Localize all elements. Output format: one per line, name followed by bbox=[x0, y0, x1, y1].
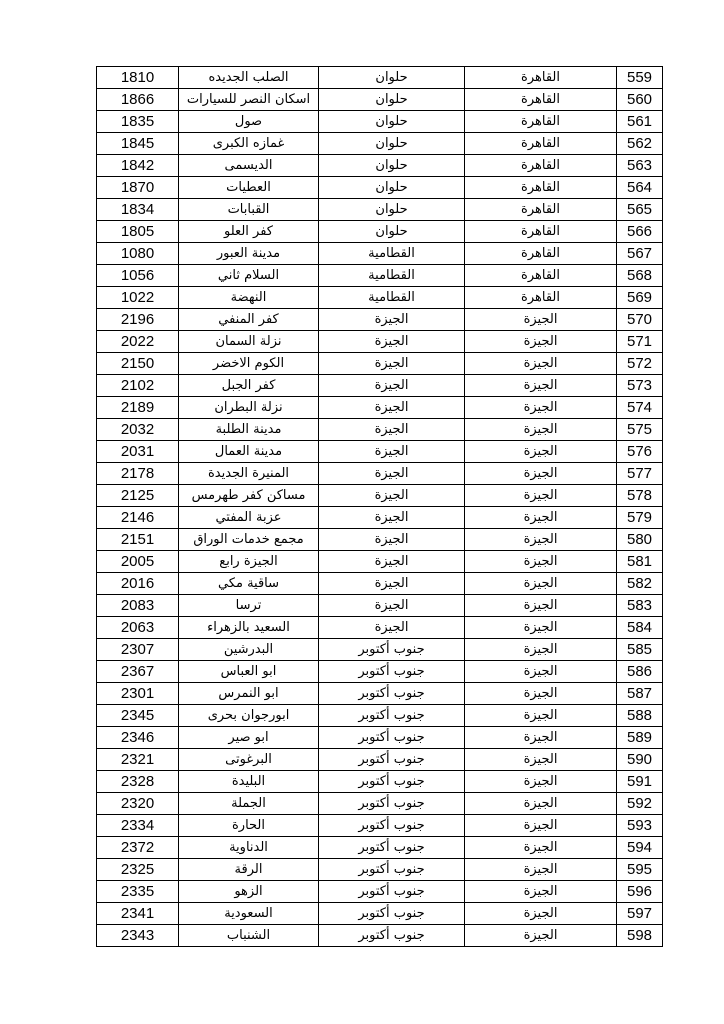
table-row bbox=[97, 463, 663, 485]
serial-cell: 588 bbox=[617, 705, 663, 727]
serial-cell: 581 bbox=[617, 551, 663, 573]
district-cell: الجيزة bbox=[319, 353, 465, 375]
district-cell: حلوان bbox=[319, 89, 465, 111]
district-cell: الجيزة bbox=[319, 397, 465, 419]
code-cell: 1805 bbox=[97, 221, 179, 243]
code-cell: 2321 bbox=[97, 749, 179, 771]
serial-cell: 586 bbox=[617, 661, 663, 683]
records-table bbox=[96, 66, 663, 947]
code-cell: 1845 bbox=[97, 133, 179, 155]
governorate-cell: الجيزة bbox=[465, 375, 617, 397]
code-cell: 2346 bbox=[97, 727, 179, 749]
district-cell: جنوب أكتوبر bbox=[319, 859, 465, 881]
district-cell: جنوب أكتوبر bbox=[319, 837, 465, 859]
area-cell: الرقة bbox=[179, 859, 319, 881]
area-cell: العطيات bbox=[179, 177, 319, 199]
table-row bbox=[97, 89, 663, 111]
serial-cell: 582 bbox=[617, 573, 663, 595]
area-cell: مدينة الطلبة bbox=[179, 419, 319, 441]
table-body bbox=[97, 67, 663, 947]
governorate-cell: القاهرة bbox=[465, 265, 617, 287]
table-row bbox=[97, 551, 663, 573]
table-row bbox=[97, 419, 663, 441]
code-cell: 2343 bbox=[97, 925, 179, 947]
serial-cell: 590 bbox=[617, 749, 663, 771]
area-cell: البدرشين bbox=[179, 639, 319, 661]
code-cell: 1842 bbox=[97, 155, 179, 177]
serial-cell: 595 bbox=[617, 859, 663, 881]
area-cell: مساكن كفر طهرمس bbox=[179, 485, 319, 507]
district-cell: الجيزة bbox=[319, 309, 465, 331]
governorate-cell: القاهرة bbox=[465, 243, 617, 265]
district-cell: جنوب أكتوبر bbox=[319, 815, 465, 837]
table-row bbox=[97, 837, 663, 859]
code-cell: 2022 bbox=[97, 331, 179, 353]
serial-cell: 593 bbox=[617, 815, 663, 837]
serial-cell: 575 bbox=[617, 419, 663, 441]
area-cell: الشنباب bbox=[179, 925, 319, 947]
code-cell: 2320 bbox=[97, 793, 179, 815]
table-row bbox=[97, 485, 663, 507]
governorate-cell: الجيزة bbox=[465, 705, 617, 727]
code-cell: 2102 bbox=[97, 375, 179, 397]
code-cell: 1866 bbox=[97, 89, 179, 111]
table-row bbox=[97, 67, 663, 89]
serial-cell: 587 bbox=[617, 683, 663, 705]
area-cell: مدينة العمال bbox=[179, 441, 319, 463]
area-cell: النهضة bbox=[179, 287, 319, 309]
district-cell: حلوان bbox=[319, 199, 465, 221]
table-row bbox=[97, 617, 663, 639]
area-cell: صول bbox=[179, 111, 319, 133]
area-cell: السعيد بالزهراء bbox=[179, 617, 319, 639]
district-cell: جنوب أكتوبر bbox=[319, 771, 465, 793]
serial-cell: 564 bbox=[617, 177, 663, 199]
area-cell: نزلة البطران bbox=[179, 397, 319, 419]
table-row bbox=[97, 177, 663, 199]
area-cell: السعودية bbox=[179, 903, 319, 925]
district-cell: الجيزة bbox=[319, 595, 465, 617]
table-row bbox=[97, 353, 663, 375]
serial-cell: 570 bbox=[617, 309, 663, 331]
serial-cell: 591 bbox=[617, 771, 663, 793]
area-cell: البرغوتى bbox=[179, 749, 319, 771]
governorate-cell: الجيزة bbox=[465, 639, 617, 661]
serial-cell: 562 bbox=[617, 133, 663, 155]
table-row bbox=[97, 265, 663, 287]
code-cell: 1810 bbox=[97, 67, 179, 89]
table-row bbox=[97, 661, 663, 683]
code-cell: 2063 bbox=[97, 617, 179, 639]
governorate-cell: الجيزة bbox=[465, 463, 617, 485]
table-row bbox=[97, 881, 663, 903]
area-cell: الكوم الاخضر bbox=[179, 353, 319, 375]
governorate-cell: الجيزة bbox=[465, 617, 617, 639]
code-cell: 2146 bbox=[97, 507, 179, 529]
area-cell: غمازه الكبرى bbox=[179, 133, 319, 155]
governorate-cell: الجيزة bbox=[465, 353, 617, 375]
table-row bbox=[97, 243, 663, 265]
district-cell: الجيزة bbox=[319, 375, 465, 397]
code-cell: 2345 bbox=[97, 705, 179, 727]
serial-cell: 561 bbox=[617, 111, 663, 133]
code-cell: 2335 bbox=[97, 881, 179, 903]
district-cell: جنوب أكتوبر bbox=[319, 793, 465, 815]
table-row bbox=[97, 221, 663, 243]
serial-cell: 576 bbox=[617, 441, 663, 463]
code-cell: 1022 bbox=[97, 287, 179, 309]
district-cell: القطامية bbox=[319, 287, 465, 309]
area-cell: ساقية مكي bbox=[179, 573, 319, 595]
governorate-cell: الجيزة bbox=[465, 881, 617, 903]
district-cell: جنوب أكتوبر bbox=[319, 903, 465, 925]
table-row bbox=[97, 507, 663, 529]
district-cell: الجيزة bbox=[319, 617, 465, 639]
serial-cell: 573 bbox=[617, 375, 663, 397]
table-row bbox=[97, 925, 663, 947]
table-row bbox=[97, 793, 663, 815]
area-cell: الحارة bbox=[179, 815, 319, 837]
area-cell: الدناوية bbox=[179, 837, 319, 859]
district-cell: القطامية bbox=[319, 265, 465, 287]
district-cell: الجيزة bbox=[319, 463, 465, 485]
code-cell: 2334 bbox=[97, 815, 179, 837]
area-cell: عزبة المفتي bbox=[179, 507, 319, 529]
district-cell: الجيزة bbox=[319, 551, 465, 573]
district-cell: الجيزة bbox=[319, 485, 465, 507]
district-cell: جنوب أكتوبر bbox=[319, 749, 465, 771]
district-cell: حلوان bbox=[319, 155, 465, 177]
district-cell: الجيزة bbox=[319, 573, 465, 595]
district-cell: جنوب أكتوبر bbox=[319, 881, 465, 903]
area-cell: ابو العباس bbox=[179, 661, 319, 683]
table-row bbox=[97, 375, 663, 397]
table-row bbox=[97, 397, 663, 419]
governorate-cell: القاهرة bbox=[465, 133, 617, 155]
serial-cell: 589 bbox=[617, 727, 663, 749]
code-cell: 1834 bbox=[97, 199, 179, 221]
area-cell: ابو النمرس bbox=[179, 683, 319, 705]
governorate-cell: الجيزة bbox=[465, 397, 617, 419]
governorate-cell: الجيزة bbox=[465, 573, 617, 595]
table-row bbox=[97, 199, 663, 221]
serial-cell: 567 bbox=[617, 243, 663, 265]
governorate-cell: الجيزة bbox=[465, 507, 617, 529]
code-cell: 2325 bbox=[97, 859, 179, 881]
serial-cell: 580 bbox=[617, 529, 663, 551]
serial-cell: 565 bbox=[617, 199, 663, 221]
table-row bbox=[97, 309, 663, 331]
code-cell: 2150 bbox=[97, 353, 179, 375]
governorate-cell: القاهرة bbox=[465, 155, 617, 177]
table-row bbox=[97, 683, 663, 705]
serial-cell: 569 bbox=[617, 287, 663, 309]
area-cell: السلام ثاني bbox=[179, 265, 319, 287]
serial-cell: 585 bbox=[617, 639, 663, 661]
serial-cell: 568 bbox=[617, 265, 663, 287]
governorate-cell: الجيزة bbox=[465, 485, 617, 507]
district-cell: الجيزة bbox=[319, 441, 465, 463]
governorate-cell: القاهرة bbox=[465, 199, 617, 221]
table-row bbox=[97, 441, 663, 463]
area-cell: ابورجوان بحرى bbox=[179, 705, 319, 727]
governorate-cell: الجيزة bbox=[465, 815, 617, 837]
code-cell: 2341 bbox=[97, 903, 179, 925]
area-cell: المنيرة الجديدة bbox=[179, 463, 319, 485]
governorate-cell: الجيزة bbox=[465, 595, 617, 617]
area-cell: كفر المنفي bbox=[179, 309, 319, 331]
serial-cell: 583 bbox=[617, 595, 663, 617]
table-row bbox=[97, 529, 663, 551]
serial-cell: 572 bbox=[617, 353, 663, 375]
serial-cell: 584 bbox=[617, 617, 663, 639]
serial-cell: 592 bbox=[617, 793, 663, 815]
district-cell: الجيزة bbox=[319, 419, 465, 441]
table-row bbox=[97, 639, 663, 661]
code-cell: 2083 bbox=[97, 595, 179, 617]
governorate-cell: القاهرة bbox=[465, 287, 617, 309]
code-cell: 2151 bbox=[97, 529, 179, 551]
governorate-cell: الجيزة bbox=[465, 661, 617, 683]
area-cell: الجيزة رابع bbox=[179, 551, 319, 573]
table-row bbox=[97, 903, 663, 925]
table-row bbox=[97, 727, 663, 749]
serial-cell: 594 bbox=[617, 837, 663, 859]
code-cell: 2196 bbox=[97, 309, 179, 331]
area-cell: كفر الجبل bbox=[179, 375, 319, 397]
serial-cell: 571 bbox=[617, 331, 663, 353]
area-cell: الجملة bbox=[179, 793, 319, 815]
code-cell: 1870 bbox=[97, 177, 179, 199]
governorate-cell: القاهرة bbox=[465, 221, 617, 243]
governorate-cell: الجيزة bbox=[465, 793, 617, 815]
area-cell: مجمع خدمات الوراق bbox=[179, 529, 319, 551]
district-cell: جنوب أكتوبر bbox=[319, 639, 465, 661]
serial-cell: 559 bbox=[617, 67, 663, 89]
governorate-cell: القاهرة bbox=[465, 177, 617, 199]
area-cell: الصلب الجديده bbox=[179, 67, 319, 89]
district-cell: جنوب أكتوبر bbox=[319, 661, 465, 683]
serial-cell: 560 bbox=[617, 89, 663, 111]
district-cell: الجيزة bbox=[319, 507, 465, 529]
code-cell: 2372 bbox=[97, 837, 179, 859]
district-cell: جنوب أكتوبر bbox=[319, 727, 465, 749]
table-row bbox=[97, 331, 663, 353]
district-cell: حلوان bbox=[319, 177, 465, 199]
code-cell: 1056 bbox=[97, 265, 179, 287]
district-cell: حلوان bbox=[319, 111, 465, 133]
serial-cell: 596 bbox=[617, 881, 663, 903]
district-cell: حلوان bbox=[319, 133, 465, 155]
code-cell: 2307 bbox=[97, 639, 179, 661]
governorate-cell: الجيزة bbox=[465, 683, 617, 705]
code-cell: 2005 bbox=[97, 551, 179, 573]
area-cell: البليدة bbox=[179, 771, 319, 793]
governorate-cell: الجيزة bbox=[465, 859, 617, 881]
table-row bbox=[97, 749, 663, 771]
district-cell: حلوان bbox=[319, 221, 465, 243]
area-cell: ابو صير bbox=[179, 727, 319, 749]
governorate-cell: الجيزة bbox=[465, 551, 617, 573]
table-row bbox=[97, 771, 663, 793]
governorate-cell: الجيزة bbox=[465, 419, 617, 441]
governorate-cell: الجيزة bbox=[465, 837, 617, 859]
district-cell: حلوان bbox=[319, 67, 465, 89]
code-cell: 1835 bbox=[97, 111, 179, 133]
table-row bbox=[97, 859, 663, 881]
code-cell: 2367 bbox=[97, 661, 179, 683]
code-cell: 2189 bbox=[97, 397, 179, 419]
district-cell: جنوب أكتوبر bbox=[319, 705, 465, 727]
area-cell: الديسمى bbox=[179, 155, 319, 177]
code-cell: 2016 bbox=[97, 573, 179, 595]
area-cell: ترسا bbox=[179, 595, 319, 617]
code-cell: 2032 bbox=[97, 419, 179, 441]
serial-cell: 597 bbox=[617, 903, 663, 925]
governorate-cell: الجيزة bbox=[465, 925, 617, 947]
table-row bbox=[97, 815, 663, 837]
table-row bbox=[97, 705, 663, 727]
serial-cell: 598 bbox=[617, 925, 663, 947]
governorate-cell: الجيزة bbox=[465, 441, 617, 463]
area-cell: القبابات bbox=[179, 199, 319, 221]
serial-cell: 566 bbox=[617, 221, 663, 243]
code-cell: 2031 bbox=[97, 441, 179, 463]
district-cell: الجيزة bbox=[319, 529, 465, 551]
governorate-cell: القاهرة bbox=[465, 67, 617, 89]
district-cell: جنوب أكتوبر bbox=[319, 925, 465, 947]
code-cell: 2178 bbox=[97, 463, 179, 485]
governorate-cell: الجيزة bbox=[465, 331, 617, 353]
code-cell: 2301 bbox=[97, 683, 179, 705]
serial-cell: 574 bbox=[617, 397, 663, 419]
governorate-cell: الجيزة bbox=[465, 727, 617, 749]
table-row bbox=[97, 573, 663, 595]
table-row bbox=[97, 595, 663, 617]
governorate-cell: القاهرة bbox=[465, 89, 617, 111]
serial-cell: 577 bbox=[617, 463, 663, 485]
district-cell: الجيزة bbox=[319, 331, 465, 353]
table-row bbox=[97, 287, 663, 309]
code-cell: 2125 bbox=[97, 485, 179, 507]
serial-cell: 579 bbox=[617, 507, 663, 529]
district-cell: القطامية bbox=[319, 243, 465, 265]
area-cell: نزلة السمان bbox=[179, 331, 319, 353]
code-cell: 2328 bbox=[97, 771, 179, 793]
code-cell: 1080 bbox=[97, 243, 179, 265]
serial-cell: 578 bbox=[617, 485, 663, 507]
governorate-cell: الجيزة bbox=[465, 309, 617, 331]
area-cell: كفر العلو bbox=[179, 221, 319, 243]
table-row bbox=[97, 155, 663, 177]
table-row bbox=[97, 111, 663, 133]
governorate-cell: الجيزة bbox=[465, 903, 617, 925]
governorate-cell: القاهرة bbox=[465, 111, 617, 133]
governorate-cell: الجيزة bbox=[465, 749, 617, 771]
area-cell: اسكان النصر للسيارات bbox=[179, 89, 319, 111]
serial-cell: 563 bbox=[617, 155, 663, 177]
table-row bbox=[97, 133, 663, 155]
area-cell: مدينة العبور bbox=[179, 243, 319, 265]
district-cell: جنوب أكتوبر bbox=[319, 683, 465, 705]
governorate-cell: الجيزة bbox=[465, 529, 617, 551]
area-cell: الزهو bbox=[179, 881, 319, 903]
governorate-cell: الجيزة bbox=[465, 771, 617, 793]
